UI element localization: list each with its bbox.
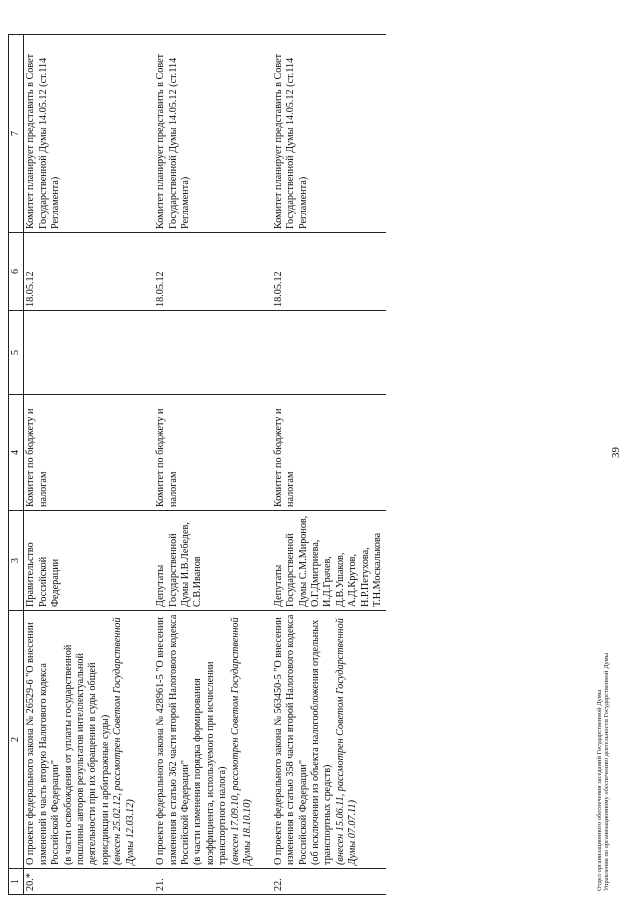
bill-note: (внесен 15.06.11, рассмотрен Советом Государственной Думы 07.07.11) (334, 618, 359, 865)
col5-value (154, 311, 256, 395)
table-row (154, 35, 256, 895)
footer-line-1: Отдел организационного обеспечения заседаний Государственной Думы (596, 689, 603, 891)
page-number: 39 (610, 447, 622, 458)
table-row (272, 35, 386, 895)
status: Комитет планирует представить в Совет Государственной Думы 14.05.12 (ст.114 Регламента) (272, 35, 386, 233)
table-row (24, 35, 138, 895)
col-header-2: 2 (9, 611, 24, 869)
row-number: 21. (154, 869, 256, 895)
footer-line-2: Управления по организационному обеспечению деятельности Государственной Думы (603, 652, 611, 891)
bill-detail: (в части изменения порядка формирования коэффициента, используемого при исчислении транспортного налога) (192, 661, 229, 865)
bill-detail: (об исключении из объекта налогообложения отдельных транспортных средств) (309, 619, 334, 865)
bill-title: О проекте федерального закона № 26529-6 "О внесении изменений в часть вторую Налогового кодекса Российской Федерации" (25, 622, 62, 865)
bill-note: (внесен 17.09.10, рассмотрен Советом Государственной Думы 18.10.10) (229, 617, 254, 865)
initiator: Депутаты Государственной Думы И.В.Лебедев, С.В.Иванов (154, 511, 256, 611)
row-number: 20.* (24, 869, 138, 895)
agenda-table (8, 34, 386, 895)
col-header-3: 3 (9, 511, 24, 611)
bill-title: О проекте федерального закона № 428961-5 "О внесении изменения в статью 362 части второй Налогового кодекса Российской Федерации" (155, 614, 191, 865)
col-header-7: 7 (9, 35, 24, 233)
col5-value (24, 311, 138, 395)
col-header-6: 6 (9, 233, 24, 311)
bill-detail: (в части освобождения от уплаты государственной пошлины авторов результатов интеллектуальной деятельности при их обращении в суды общей юрисдикции и арбитражные суды) (62, 644, 111, 865)
date: 18.05.12 (154, 233, 256, 311)
footer (596, 653, 611, 891)
bill-description (272, 611, 386, 869)
bill-description (24, 611, 138, 869)
row-number: 22. (272, 869, 386, 895)
col5-value (272, 311, 386, 395)
col-header-4: 4 (9, 395, 24, 511)
bill-description (154, 611, 256, 869)
date: 18.05.12 (272, 233, 386, 311)
initiator: Правительство Российской Федерации (24, 511, 138, 611)
col-header-1: 1 (9, 869, 24, 895)
status: Комитет планирует представить в Совет Государственной Думы 14.05.12 (ст.114 Регламента) (24, 35, 138, 233)
bill-note: (внесен 25.02.12, рассмотрен Советом Государственной Думы 12.03.12) (112, 617, 136, 865)
committee: Комитет по бюджету и налогам (154, 395, 256, 511)
col-header-5: 5 (9, 311, 24, 395)
committee: Комитет по бюджету и налогам (272, 395, 386, 511)
status: Комитет планирует представить в Совет Государственной Думы 14.05.12 (ст.114 Регламента) (154, 35, 256, 233)
header-row (9, 35, 24, 895)
initiator: Депутаты Государственной Думы С.М.Миронов, О.Г.Дмитриева, И.Д.Грачев, Д.В.Ушаков, А.Д.Крутов, Н.Р.Петухова, Т.Н.Москалькова (272, 511, 386, 611)
date: 18.05.12 (24, 233, 138, 311)
committee: Комитет по бюджету и налогам (24, 395, 138, 511)
bill-title: О проекте федерального закона № 563450-5 "О внесении изменения в статью 358 части второй Налогового кодекса Российской Федерации" (272, 614, 309, 865)
